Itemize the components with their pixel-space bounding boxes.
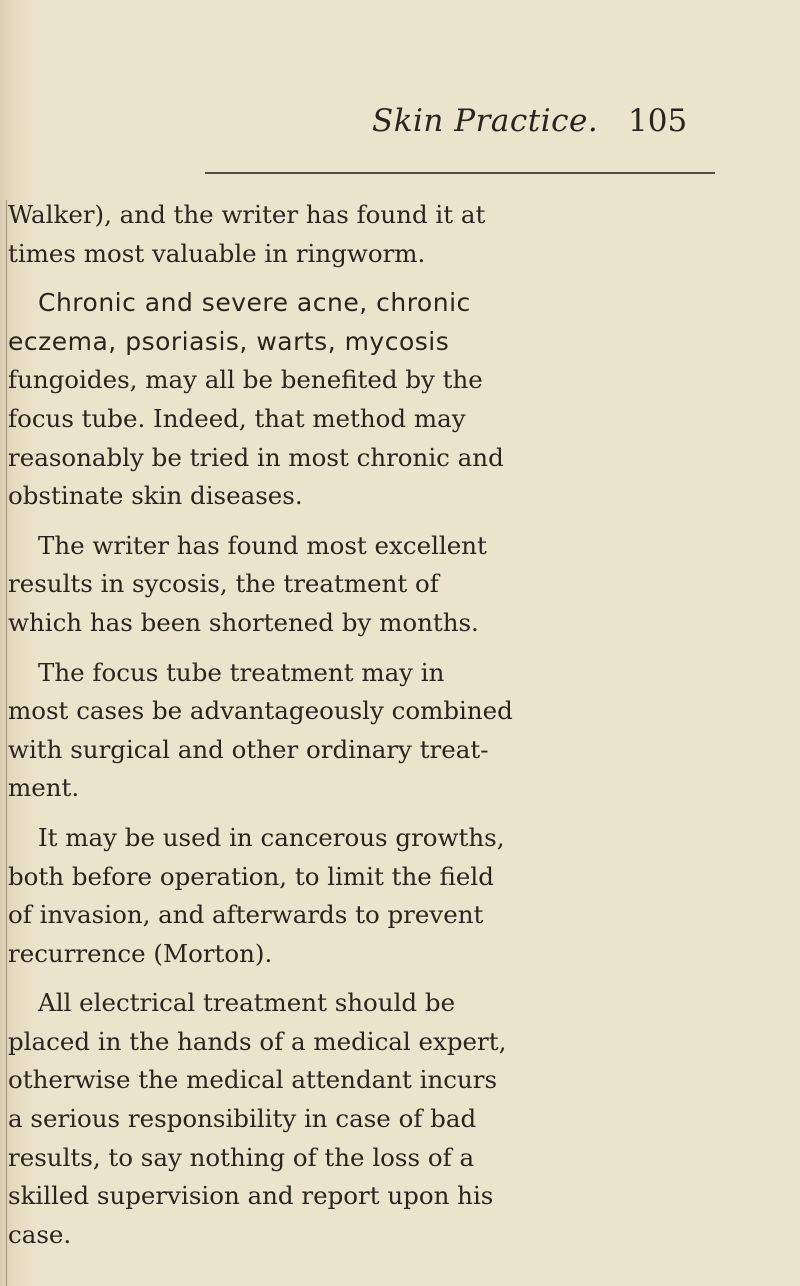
text-line: results in sycosis, the treatment of bbox=[8, 569, 439, 599]
text-line: Walker), and the writer has found it at bbox=[8, 200, 486, 229]
text-line: both before operation, to limit the field bbox=[8, 861, 494, 891]
text-line: skilled supervision and report upon his bbox=[8, 1181, 494, 1211]
text-line: The focus tube treatment may in bbox=[38, 657, 445, 687]
text-line: focus tube. Indeed, that method may bbox=[8, 403, 466, 433]
text-line: Chronic and severe acne, chronic bbox=[38, 288, 471, 318]
body-text bbox=[8, 196, 698, 1254]
text-line: otherwise the medical attendant incurs bbox=[8, 1065, 498, 1095]
header-rule bbox=[205, 172, 715, 174]
page-header bbox=[0, 103, 800, 153]
text-line: The writer has found most excellent bbox=[38, 530, 487, 560]
text-line: a serious responsibility in case of bad bbox=[8, 1104, 477, 1134]
text-line: placed in the hands of a medical expert, bbox=[8, 1026, 507, 1056]
text-line: All electrical treatment should be bbox=[38, 988, 456, 1018]
text-line: most cases be advantageously combined bbox=[8, 696, 513, 726]
text-line: reasonably be tried in most chronic and bbox=[8, 442, 504, 472]
text-line: obstinate skin diseases. bbox=[8, 481, 303, 511]
running-head: Skin Practice. bbox=[372, 103, 599, 139]
text-line: results, to say nothing of the loss of a bbox=[8, 1142, 475, 1172]
text-line: ment. bbox=[8, 773, 80, 803]
page-number: 105 bbox=[628, 103, 688, 139]
text-line: recurrence (Morton). bbox=[8, 938, 273, 968]
text-line: eczema, psoriasis, warts, mycosis bbox=[8, 326, 450, 356]
text-line: case. bbox=[8, 1219, 72, 1249]
text-line: which has been shortened by months. bbox=[8, 607, 479, 637]
text-line: with surgical and other ordinary treat- bbox=[8, 734, 489, 764]
text-line: times most valuable in ringworm. bbox=[8, 238, 426, 268]
page-gutter-shadow bbox=[6, 200, 7, 1286]
text-line: It may be used in cancerous growths, bbox=[38, 822, 505, 852]
text-line: of invasion, and afterwards to prevent bbox=[8, 900, 484, 930]
text-line: fungoides, may all be benefited by the bbox=[8, 365, 483, 395]
